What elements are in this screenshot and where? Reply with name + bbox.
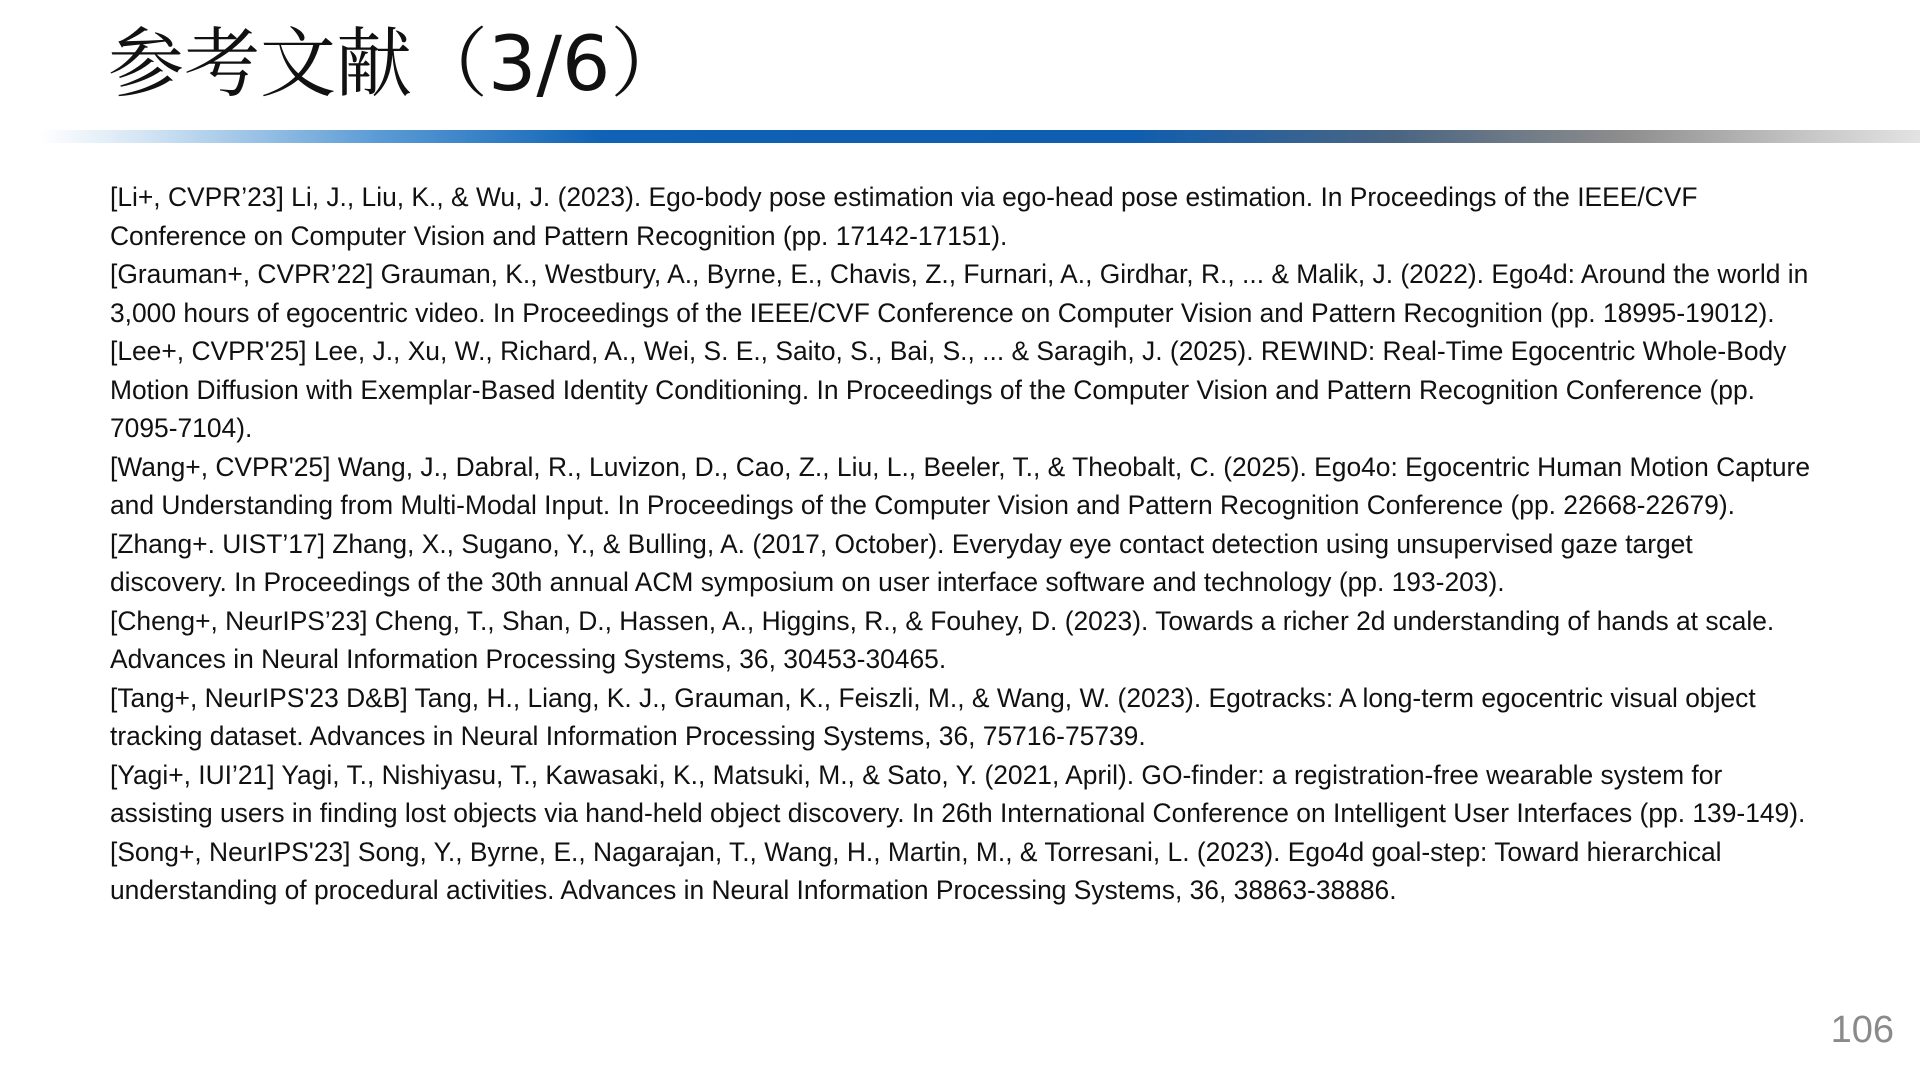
reference-item: [Cheng+, NeurIPS’23] Cheng, T., Shan, D., Hassen, A., Higgins, R., & Fouhey, D. (2023). Towards a richer 2d understanding of hands at scale. Advances in Neural Information Processing Systems, 36, 30453-30465. (110, 605, 1775, 674)
reference-item: [Wang+, CVPR'25] Wang, J., Dabral, R., Luvizon, D., Cao, Z., Liu, L., Beeler, T., & Theobalt, C. (2025). Ego4o: Egocentric Human Motion Capture and Understanding from Multi-Modal Input. In Proceedings of the Computer Vision and Pattern Recognition Conference (pp. 22668-22679). (110, 451, 1810, 520)
page-number: 106 (1830, 1009, 1894, 1051)
title-underline-bar (40, 130, 1920, 143)
reference-item: [Zhang+. UIST’17] Zhang, X., Sugano, Y., & Bulling, A. (2017, October). Everyday eye contact detection using unsupervised gaze target discovery. In Proceedings of the 30th annual ACM symposium on user interface software and technology (pp. 193-203). (110, 528, 1693, 597)
reference-item: [Lee+, CVPR'25] Lee, J., Xu, W., Richard, A., Wei, S. E., Saito, S., Bai, S., ... & Saragih, J. (2025). REWIND: Real-Time Egocentric Whole-Body Motion Diffusion with Exemplar-Based Identity Conditioning. In Proceedings of the Computer Vision and Pattern Recognition Conference (pp. 7095-7104). (110, 336, 1787, 443)
slide-title: 参考文献（3/6） (108, 19, 687, 108)
reference-item: [Tang+, NeurIPS'23 D&B] Tang, H., Liang, K. J., Grauman, K., Feiszli, M., & Wang, W. (2023). Egotracks: A long-term egocentric visual object tracking dataset. Advances in Neural Information Processing Systems, 36, 75716-75739. (110, 682, 1756, 751)
reference-item: [Song+, NeurIPS'23] Song, Y., Byrne, E., Nagarajan, T., Wang, H., Martin, M., & Torresani, L. (2023). Ego4d goal-step: Toward hierarchical understanding of procedural activities. Advances in Neural Information Processing Systems, 36, 38863-38886. (110, 836, 1722, 905)
reference-list (110, 178, 1810, 910)
reference-item: [Li+, CVPR’23] Li, J., Liu, K., & Wu, J. (2023). Ego-body pose estimation via ego-head pose estimation. In Proceedings of the IEEE/CVF Conference on Computer Vision and Pattern Recognition (pp. 17142-17151). (110, 182, 1698, 251)
reference-item: [Yagi+, IUI’21] Yagi, T., Nishiyasu, T., Kawasaki, K., Matsuki, M., & Sato, Y. (2021, April). GO-finder: a registration-free wearable system for assisting users in finding lost objects via hand-held object discovery. In 26th International Conference on Intelligent User Interfaces (pp. 139-149). (110, 759, 1806, 828)
reference-item: [Grauman+, CVPR’22] Grauman, K., Westbury, A., Byrne, E., Chavis, Z., Furnari, A., Girdhar, R., ... & Malik, J. (2022). Ego4d: Around the world in 3,000 hours of egocentric video. In Proceedings of the IEEE/CVF Conference on Computer Vision and Pattern Recognition (pp. 18995-19012). (110, 259, 1809, 328)
